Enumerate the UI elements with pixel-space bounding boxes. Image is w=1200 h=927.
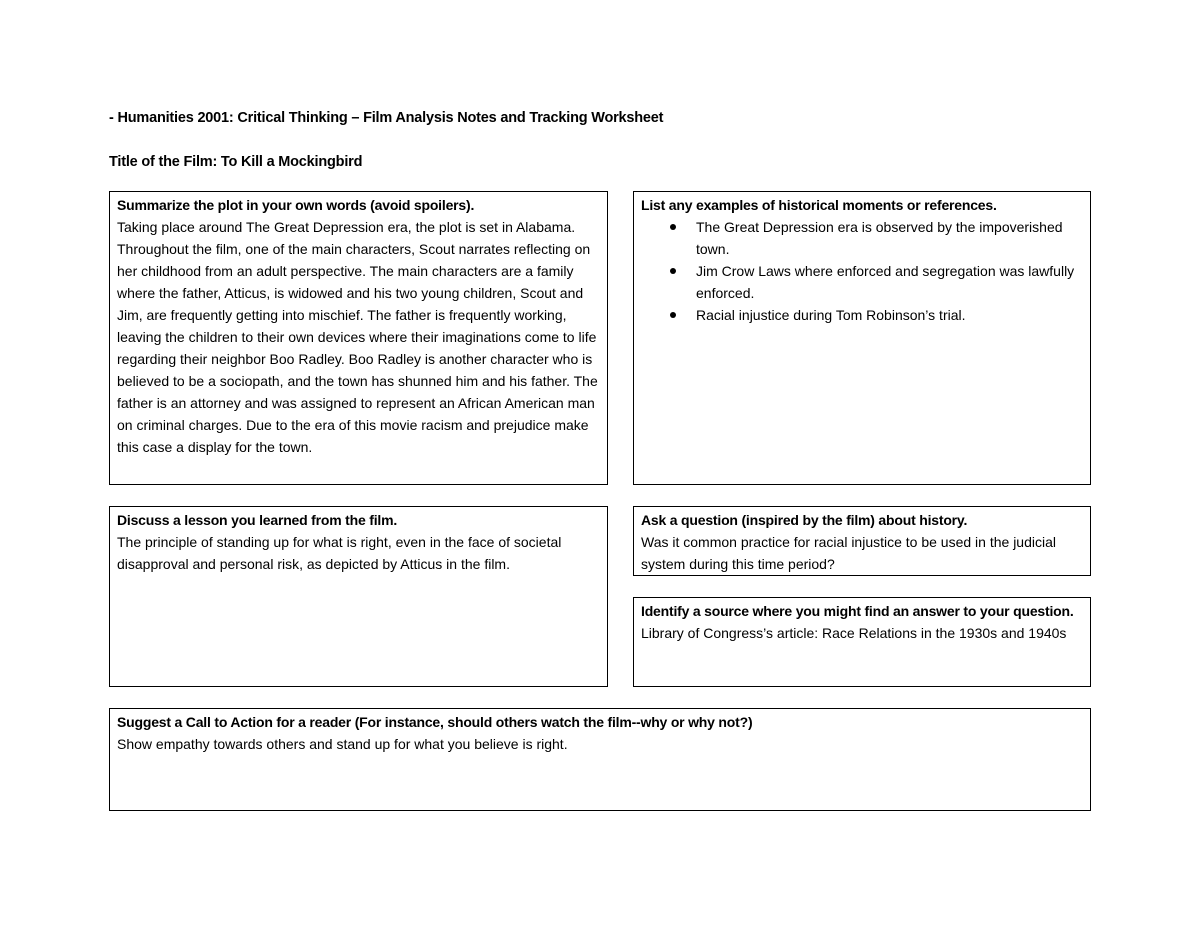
plot-summary-box xyxy=(109,191,608,485)
history-question-text: Was it common practice for racial injustice to be used in the judicial system during this time period? xyxy=(641,534,1056,572)
call-to-action-text: Show empathy towards others and stand up for what you believe is right. xyxy=(117,736,568,752)
list-item: Racial injustice during Tom Robinson’s trial. xyxy=(696,304,1083,326)
list-item: Jim Crow Laws where enforced and segregation was lawfully enforced. xyxy=(696,260,1083,304)
historical-references-box xyxy=(633,191,1091,485)
source-text: Library of Congress’s article: Race Relations in the 1930s and 1940s xyxy=(641,625,1067,641)
plot-summary-text: Taking place around The Great Depression era, the plot is set in Alabama. Throughout the film, one of the main characters, Scout narrates reflecting on her childhood from an adult perspective. The main characters are a family where the father, Atticus, is widowed and his two young children, Scout and Jim, are frequently getting into mischief. The father is frequently working, leaving the children to their own devices where their imaginations come to life regarding their neighbor Boo Radley. Boo Radley is another character who is believed to be a sociopath, and the town has shunned him and his father. The father is an attorney and was assigned to represent an African American man on criminal charges. Due to the era of this movie racism and prejudice make this case a display for the town. xyxy=(117,219,598,455)
film-title: Title of the Film: To Kill a Mockingbird xyxy=(109,154,363,170)
worksheet-header: - Humanities 2001: Critical Thinking – Film Analysis Notes and Tracking Worksheet xyxy=(109,110,664,126)
historical-references-title: List any examples of historical moments or references. xyxy=(641,197,997,213)
lesson-box xyxy=(109,506,608,687)
history-question-title: Ask a question (inspired by the film) about history. xyxy=(641,512,968,528)
plot-summary-title: Summarize the plot in your own words (avoid spoilers). xyxy=(117,197,475,213)
call-to-action-box xyxy=(109,708,1091,811)
source-title: Identify a source where you might find an answer to your question. xyxy=(641,603,1074,619)
source-box xyxy=(633,597,1091,687)
historical-references-list xyxy=(641,216,1083,326)
call-to-action-title: Suggest a Call to Action for a reader (For instance, should others watch the film--why or why not?) xyxy=(117,714,753,730)
lesson-text: The principle of standing up for what is right, even in the face of societal disapproval and personal risk, as depicted by Atticus in the film. xyxy=(117,534,562,572)
list-item: The Great Depression era is observed by the impoverished town. xyxy=(696,216,1083,260)
lesson-title: Discuss a lesson you learned from the film. xyxy=(117,512,398,528)
history-question-box xyxy=(633,506,1091,576)
